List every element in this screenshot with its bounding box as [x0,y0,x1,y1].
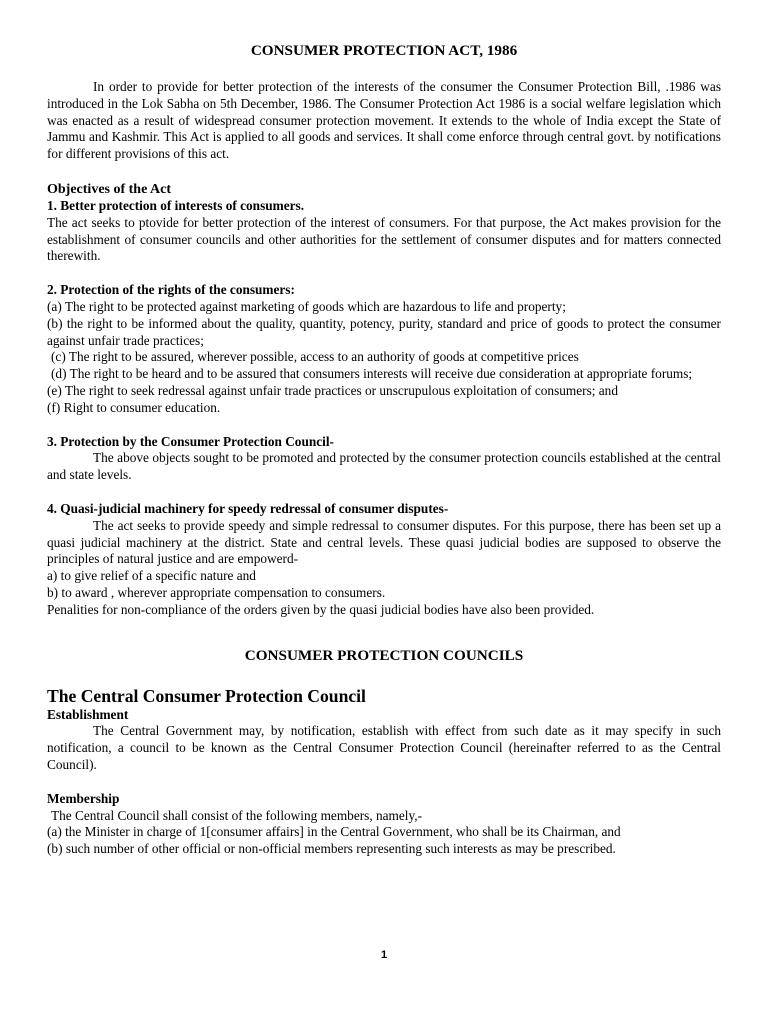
membership-line-2: (a) the Minister in charge of 1[consumer affairs] in the Central Government, who shall be its Chairman, and [47,824,621,840]
establishment-heading: Establishment [47,706,129,722]
membership-heading: Membership [47,790,120,806]
objective-2-heading: 2. Protection of the rights of the consumers: [47,282,295,298]
objective-1-heading: 1. Better protection of interests of consumers. [47,197,305,213]
penalties-text: Penalities for non-compliance of the orders given by the quasi judicial bodies have also been provided. [47,601,595,617]
right-item-a: (a) The right to be protected against marketing of goods which are hazardous to life and property; [47,298,566,314]
intro-paragraph: In order to provide for better protection of the interests of the consumer the Consumer Protection Bill, .1986 was introduced in the Lok Sabha on 5th December, 1986. The Consumer Protection Act 1986 is a social welfare legislation which was enacted as a result of widespread consumer protection movement. It extends to the whole of India except the State of Jammu and Kashmir. This Act is applied to all goods and services. It shall come enforce through central govt. by notifications for different provisions of this act. [47,79,721,162]
objective-1-text: The act seeks to ptovide for better protection of the interest of consumers. For that purpose, the Act makes provision for the establishment of consumer councils and other authorities for the settlement of consumer disputes and for matters connected therewith. [47,214,721,264]
membership-line-3: (b) such number of other official or non-official members representing such interests as may be prescribed. [47,841,616,857]
objective-4-item-b: b) to award , wherever appropriate compensation to consumers. [47,584,386,600]
right-item-b: (b) the right to be informed about the quality, quantity, potency, purity, standard and price of goods to protect the consumer against unfair trade practices; [47,315,721,348]
central-council-title: The Central Consumer Protection Council [47,685,366,706]
right-item-f: (f) Right to consumer education. [47,399,221,415]
objective-4-text: The act seeks to provide speedy and simple redressal to consumer disputes. For this purpose, there has been set up a quasi judicial machinery at the district. State and central levels. These quasi judicial bodies are supposed to observe the principles of natural justice and are empowerd- [47,517,721,567]
objectives-heading: Objectives of the Act [47,181,172,197]
objective-3-heading: 3. Protection by the Consumer Protection Council- [47,433,334,449]
document-title: CONSUMER PROTECTION ACT, 1986 [250,42,518,59]
objective-4-item-a: a) to give relief of a specific nature and [47,568,256,584]
right-item-c: (c) The right to be assured, wherever possible, access to an authority of goods at competitive prices [51,349,579,365]
page-number: 1 [380,949,388,961]
right-item-d: (d) The right to be heard and to be assured that consumers interests will receive due consideration at appropriate forums; [51,366,693,382]
councils-heading: CONSUMER PROTECTION COUNCILS [244,646,524,664]
objective-4-heading: 4. Quasi-judicial machinery for speedy redressal of consumer disputes- [47,500,449,516]
membership-line-1: The Central Council shall consist of the following members, namely,- [51,807,423,823]
establishment-text: The Central Government may, by notification, establish with effect from such date as it may specify in such notification, a council to be known as the Central Consumer Protection Council (hereinafter referred to as the Central Council). [47,723,721,772]
page-content [47,41,721,858]
right-item-e: (e) The right to seek redressal against unfair trade practices or unscrupulous exploitation of consumers; and [47,382,618,398]
objective-3-text: The above objects sought to be promoted and protected by the consumer protection councils established at the central and state levels. [47,450,721,483]
